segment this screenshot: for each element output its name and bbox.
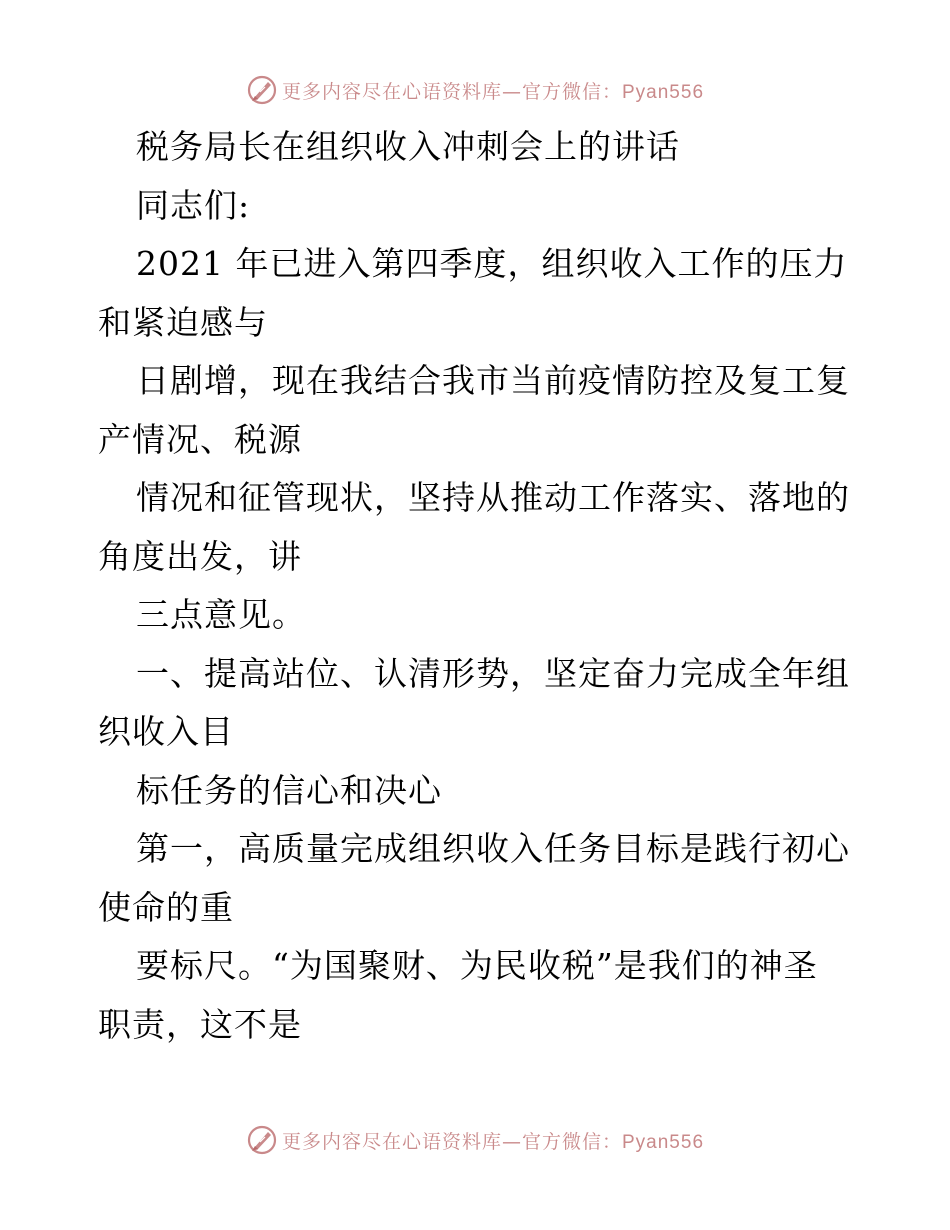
header-watermark-banner [0,70,950,110]
paragraph-line: 三点意见。 [136,595,306,634]
paragraph-line: 要标尺。“为国聚财、为民收税”是我们的神圣 [136,946,818,985]
paragraph-line: 产情况、税源 [98,419,302,459]
paragraph-line: 角度出发，讲 [98,536,302,576]
quill-pen-logo-icon [246,1124,278,1156]
section-heading-continued: 标任务的信心和决心 [136,770,442,810]
paragraph-line: 职责，这不是 [98,1004,302,1044]
footer-watermark-text: 更多内容尽在心语资料库—官方微信：Pyan556 [281,1130,705,1153]
header-watermark-text: 更多内容尽在心语资料库—官方微信：Pyan556 [281,80,705,103]
section-heading: 一、提高站位、认清形势，坚定奋力完成全年组 [136,653,850,693]
paragraph-line: 2021 年已进入第四季度，组织收入工作的压力 [136,244,848,283]
document-title: 税务局长在组织收入冲刺会上的讲话 [136,127,680,166]
paragraph-line: 第一，高质量完成组织收入任务目标是践行初心 [136,829,850,868]
section-heading-continued: 织收入目 [98,712,234,751]
paragraph-line: 日剧增，现在我结合我市当前疫情防控及复工复 [136,361,850,400]
paragraph-line: 使命的重 [98,887,234,927]
quill-pen-logo-icon [246,74,278,106]
document-body [98,118,858,1054]
paragraph-line: 和紧迫感与 [98,302,268,342]
salutation: 同志们: [136,185,251,225]
footer-watermark-banner [0,1120,950,1160]
paragraph-line: 情况和征管现状，坚持从推动工作落实、落地的 [136,478,850,517]
